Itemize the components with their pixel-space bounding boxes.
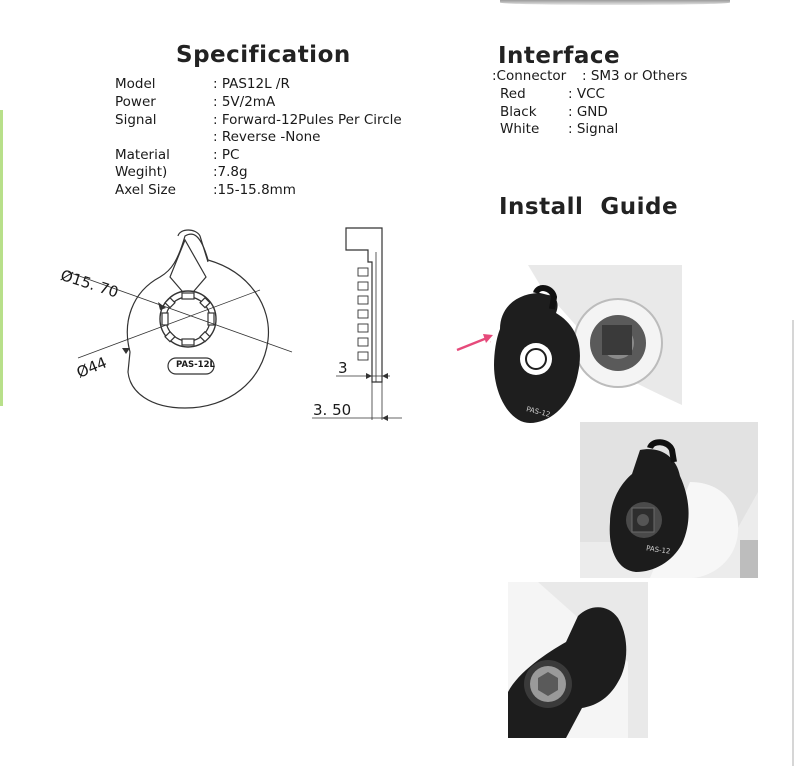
- drawing-label-pas12l: PAS-12L: [176, 360, 215, 370]
- spec-row-power: [115, 94, 435, 111]
- spec-value: : PAS12L /R: [213, 76, 290, 92]
- spec-row-weight: [115, 164, 435, 181]
- spec-key: Material: [115, 147, 170, 163]
- pink-arrow-icon: [455, 330, 495, 354]
- interface-key: :Connector: [492, 68, 567, 84]
- spec-key: Power: [115, 94, 156, 110]
- photo-label-2: PAS-12: [645, 544, 671, 556]
- top-photo-edge: [500, 0, 730, 5]
- dimension-inner-diameter: Ø15. 70: [58, 266, 121, 302]
- spec-key: Model: [115, 76, 156, 92]
- photo-label-1: PAS-12: [525, 405, 552, 419]
- interface-key: Red: [500, 86, 526, 102]
- install-guide-title: Install Guide: [499, 194, 679, 220]
- interface-value: : VCC: [568, 86, 605, 102]
- interface-key: Black: [500, 104, 537, 120]
- interface-row-connector: [492, 68, 742, 85]
- spec-value: :7.8g: [213, 164, 248, 180]
- dimension-thickness: 3: [338, 359, 348, 377]
- spec-value: : Forward-12Pules Per Circle: [213, 112, 402, 128]
- spec-key: Signal: [115, 112, 157, 128]
- interface-value: : GND: [568, 104, 608, 120]
- front-view-drawing: [60, 222, 320, 422]
- interface-title: Interface: [498, 43, 621, 69]
- dimension-outer-diameter: Ø44: [74, 353, 110, 382]
- spec-value: : 5V/2mA: [213, 94, 276, 110]
- interface-value: : Signal: [568, 121, 619, 137]
- spec-value: : PC: [213, 147, 240, 163]
- side-view-drawing: [306, 222, 416, 422]
- spec-row-model: [115, 76, 435, 93]
- interface-row-black: [500, 104, 740, 121]
- interface-value: : SM3 or Others: [582, 68, 688, 84]
- interface-row-white: [500, 121, 740, 138]
- install-photo-1: [490, 265, 682, 425]
- interface-row-red: [500, 86, 740, 103]
- spec-row-signal-reverse: [115, 129, 435, 146]
- left-accent-bar: [0, 110, 3, 406]
- dimension-width: 3. 50: [313, 401, 352, 419]
- spec-title: Specification: [176, 42, 351, 68]
- install-photo-3: [508, 582, 648, 738]
- spec-key: Wegiht): [115, 164, 168, 180]
- spec-key: Axel Size: [115, 182, 176, 198]
- interface-key: White: [500, 121, 540, 137]
- spec-row-signal: [115, 112, 435, 129]
- spec-row-axel-size: [115, 182, 435, 199]
- spec-value: :15-15.8mm: [213, 182, 296, 198]
- spec-value: : Reverse -None: [213, 129, 321, 145]
- spec-row-material: [115, 147, 435, 164]
